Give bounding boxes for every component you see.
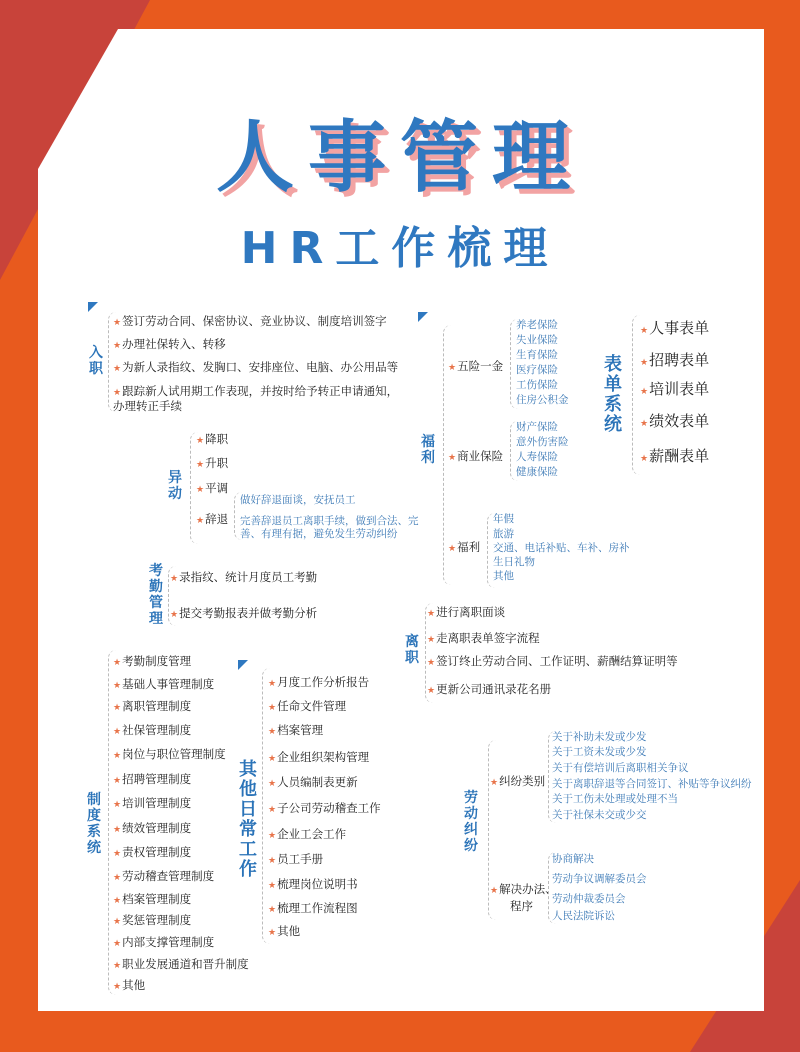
dismiss-note-text: 做好辞退面谈，安抚员工 [240,494,356,506]
welfare-item-text: 旅游 [493,528,514,540]
policy-item-text: 招聘管理制度 [122,772,192,786]
dismiss-note-text: 完善辞退员工离职手续，做到合法、完 [240,515,419,527]
dispute-item-text: 关于社保未交或少交 [552,809,647,821]
transfer-item-text: 辞退 [205,512,229,526]
welfare-item-text: 失业保险 [516,334,558,346]
daily-item [268,924,300,940]
star-icon: ★ [113,751,122,761]
welfare-item-text: 生日礼物 [493,556,535,568]
star-icon: ★ [170,574,179,584]
star-icon: ★ [196,516,205,526]
dispute-item-text: 关于工伤未处理或处理不当 [552,793,678,805]
star-icon: ★ [268,928,277,938]
form-item [640,380,709,401]
daily-item-text: 员工手册 [277,852,324,866]
daily-item-text: 月度工作分析报告 [277,675,370,689]
policy-item-text: 绩效管理制度 [122,821,192,835]
welfare-item [516,394,569,407]
onboarding-item-text: 跟踪新人试用期工作表现，并按时给予转正申请通知， [122,384,399,398]
onboarding-item-cont [113,400,182,413]
transfer-item [196,456,228,472]
star-icon: ★ [196,436,205,446]
dispute-item-text: 人民法院诉讼 [552,910,615,922]
dispute-item-text: 关于工资未发或少发 [552,746,647,758]
dispute-item [552,778,752,791]
star-icon: ★ [427,686,436,696]
star-icon: ★ [113,318,122,328]
onboarding-item-text: 办理社保转入、转移 [122,337,226,351]
star-icon: ★ [448,544,457,554]
star-icon: ★ [427,609,436,619]
dispute-group-cont-text: 程序 [510,899,533,913]
star-icon: ★ [268,754,277,764]
dispute-group [490,882,557,898]
star-icon: ★ [448,453,457,463]
dispute-item [552,809,647,822]
dispute-group-text: 纠纷类别 [499,774,546,788]
welfare-item [493,570,514,583]
policy-item-text: 基础人事管理制度 [122,677,215,691]
star-icon: ★ [640,326,649,336]
resignation-item-text: 进行离职面谈 [436,605,506,619]
welfare-item [516,379,558,392]
welfare-item [493,542,630,555]
policy-item-text: 岗位与职位管理制度 [122,747,226,761]
policy-item-text: 责权管理制度 [122,845,192,859]
dispute-item [552,793,678,806]
form-item [640,319,709,340]
star-icon: ★ [113,388,122,398]
transfer-item-text: 平调 [205,481,229,495]
star-icon: ★ [113,896,122,906]
welfare-group-text: 商业保险 [457,449,504,463]
bracket-line [548,852,556,924]
star-icon: ★ [268,779,277,789]
policy-item [113,892,191,908]
section-label-attendance: 考勤管理 [149,563,163,627]
transfer-item [196,512,228,528]
daily-item [268,877,358,893]
daily-item-text: 企业工会工作 [277,827,347,841]
section-label-daily: 其他日常工作 [239,759,257,880]
resignation-item-text: 更新公司通讯录花名册 [436,682,552,696]
welfare-item [493,513,514,526]
attendance-item [170,606,317,622]
policy-item-text: 培训管理制度 [122,796,192,810]
star-icon: ★ [268,831,277,841]
resignation-item [427,631,540,647]
policy-item-text: 社保管理制度 [122,723,192,737]
dismiss-note [240,494,356,507]
dispute-item [552,853,594,866]
star-icon: ★ [268,679,277,689]
dispute-item-text: 关于离职辞退等合同签订、补贴等争议纠纷 [552,778,752,790]
policy-item-text: 职业发展通道和晋升制度 [122,957,249,971]
corner-marker-icon [88,302,98,312]
daily-item [268,901,358,917]
transfer-item [196,481,228,497]
onboarding-item [113,384,398,400]
star-icon: ★ [196,485,205,495]
star-icon: ★ [113,873,122,883]
daily-item [268,723,323,739]
welfare-item-text: 年假 [493,513,514,525]
star-icon: ★ [170,610,179,620]
star-icon: ★ [113,961,122,971]
daily-item [268,750,369,766]
policy-item [113,913,191,929]
welfare-group-text: 福利 [457,540,481,554]
welfare-item-text: 医疗保险 [516,364,558,376]
section-label-resignation: 离职 [405,634,419,666]
dismiss-note [240,515,419,528]
star-icon: ★ [268,703,277,713]
star-icon: ★ [268,727,277,737]
corner-marker-icon [418,312,428,322]
dispute-group [490,774,545,790]
welfare-item-text: 其他 [493,570,514,582]
policy-item [113,978,145,994]
policy-item [113,747,226,763]
policy-item [113,723,191,739]
onboarding-item [113,337,226,353]
policy-item [113,957,249,973]
welfare-item-text: 意外伤害险 [516,436,569,448]
policy-item [113,869,214,885]
star-icon: ★ [196,460,205,470]
daily-item [268,827,346,843]
form-item-text: 招聘表单 [649,351,710,369]
star-icon: ★ [268,881,277,891]
dispute-item-text: 劳动争议调解委员会 [552,873,647,885]
onboarding-item [113,314,387,330]
star-icon: ★ [268,856,277,866]
star-icon: ★ [113,776,122,786]
transfer-item-text: 升职 [205,456,229,470]
welfare-item [516,334,558,347]
dismiss-note [240,528,398,541]
daily-item-text: 企业组织架构管理 [277,750,370,764]
daily-item-text: 梳理工作流程图 [277,901,358,915]
dispute-group-text: 解决办法、 [499,882,557,896]
policy-item [113,796,191,812]
dispute-item-text: 协商解决 [552,853,594,865]
policy-item-text: 档案管理制度 [122,892,192,906]
star-icon: ★ [113,982,122,992]
section-label-forms: 表单系统 [604,354,622,435]
star-icon: ★ [113,939,122,949]
welfare-item [516,319,558,332]
dismiss-note-text: 善、有理有据，避免发生劳动纠纷 [240,528,398,540]
section-label-transfer: 异动 [168,470,182,502]
form-item [640,447,709,468]
dispute-item-text: 关于有偿培训后离职相关争议 [552,762,689,774]
star-icon: ★ [113,727,122,737]
star-icon: ★ [490,886,499,896]
welfare-item [516,466,558,479]
star-icon: ★ [427,658,436,668]
attendance-item [170,570,317,586]
welfare-group-text: 五险一金 [457,359,504,373]
daily-item-text: 档案管理 [277,723,324,737]
resignation-item [427,654,678,670]
bracket-line [234,492,242,540]
section-label-policies: 制度系统 [87,792,101,856]
policy-item [113,845,191,861]
star-icon: ★ [490,778,499,788]
welfare-item [516,436,569,449]
star-icon: ★ [113,364,122,374]
transfer-item-text: 降职 [205,432,229,446]
welfare-item [493,528,514,541]
bracket-line [548,731,556,823]
welfare-item-text: 住房公积金 [516,394,569,406]
welfare-item [516,349,558,362]
transfer-item [196,432,228,448]
daily-item-text: 其他 [277,924,301,938]
form-item-text: 薪酬表单 [649,447,710,465]
star-icon: ★ [268,905,277,915]
daily-item [268,801,381,817]
star-icon: ★ [448,363,457,373]
form-item-text: 人事表单 [649,319,710,337]
section-label-welfare: 福利 [421,434,435,466]
welfare-item-text: 养老保险 [516,319,558,331]
daily-item-text: 任命文件管理 [277,699,347,713]
onboarding-item-text: 签订劳动合同、保密协议、竞业协议、制度培训签字 [122,314,387,328]
policy-item-text: 离职管理制度 [122,699,192,713]
main-title: 人事管理 [215,113,584,203]
attendance-item-text: 录指纹、统计月度员工考勤 [179,570,318,584]
daily-item [268,852,323,868]
policy-item-text: 其他 [122,978,146,992]
section-label-disputes: 劳动纠纷 [464,790,478,854]
resignation-item [427,605,505,621]
section-label-onboarding: 入职 [89,345,103,377]
policy-item [113,699,191,715]
star-icon: ★ [640,419,649,429]
welfare-item [493,556,535,569]
dispute-item [552,746,647,759]
welfare-group [448,359,503,375]
star-icon: ★ [113,341,122,351]
daily-item-text: 子公司劳动稽查工作 [277,801,381,815]
welfare-item [516,421,558,434]
form-item-text: 培训表单 [649,380,710,398]
dispute-item [552,910,615,923]
policy-item-text: 劳动稽查管理制度 [122,869,215,883]
resignation-item [427,682,551,698]
star-icon: ★ [640,358,649,368]
welfare-item-text: 健康保险 [516,466,558,478]
onboarding-item [113,360,398,376]
subtitle: HR工作梳理 [240,223,560,274]
policy-item-text: 奖惩管理制度 [122,913,192,927]
welfare-group [448,540,480,556]
form-item [640,412,709,433]
dispute-item [552,893,626,906]
star-icon: ★ [640,454,649,464]
dispute-item [552,731,647,744]
corner-marker-icon [238,660,248,670]
policy-item [113,821,191,837]
onboarding-item-cont-text: 办理转正手续 [113,399,182,413]
star-icon: ★ [113,800,122,810]
dispute-item-text: 关于补助未发或少发 [552,731,647,743]
form-item [640,351,709,372]
policy-item [113,677,214,693]
star-icon: ★ [427,635,436,645]
daily-item-text: 梳理岗位说明书 [277,877,358,891]
star-icon: ★ [113,849,122,859]
onboarding-item-text: 为新人录指纹、发胸口、安排座位、电脑、办公用品等 [122,360,399,374]
welfare-item [516,451,558,464]
dispute-item [552,873,647,886]
daily-item-text: 人员编制表更新 [277,775,358,789]
welfare-item-text: 人寿保险 [516,451,558,463]
star-icon: ★ [113,917,122,927]
resignation-item-text: 签订终止劳动合同、工作证明、薪酬结算证明等 [436,654,678,668]
policy-item-text: 考勤制度管理 [122,654,192,668]
welfare-item-text: 交通、电话补贴、车补、房补 [493,542,630,554]
policy-item [113,654,191,670]
star-icon: ★ [113,703,122,713]
dispute-item-text: 劳动仲裁委员会 [552,893,626,905]
policy-item-text: 内部支撑管理制度 [122,935,215,949]
star-icon: ★ [113,658,122,668]
welfare-item-text: 生育保险 [516,349,558,361]
policy-item [113,935,214,951]
welfare-group [448,449,503,465]
form-item-text: 绩效表单 [649,412,710,430]
daily-item [268,699,346,715]
welfare-item-text: 财产保险 [516,421,558,433]
welfare-item [516,364,558,377]
daily-item [268,775,358,791]
bracket-line [632,315,640,475]
resignation-item-text: 走离职表单签字流程 [436,631,540,645]
attendance-item-text: 提交考勤报表并做考勤分析 [179,606,318,620]
star-icon: ★ [113,681,122,691]
star-icon: ★ [640,387,649,397]
star-icon: ★ [268,805,277,815]
dispute-item [552,762,689,775]
daily-item [268,675,369,691]
welfare-item-text: 工伤保险 [516,379,558,391]
policy-item [113,772,191,788]
star-icon: ★ [113,825,122,835]
dispute-group-cont [510,900,533,913]
